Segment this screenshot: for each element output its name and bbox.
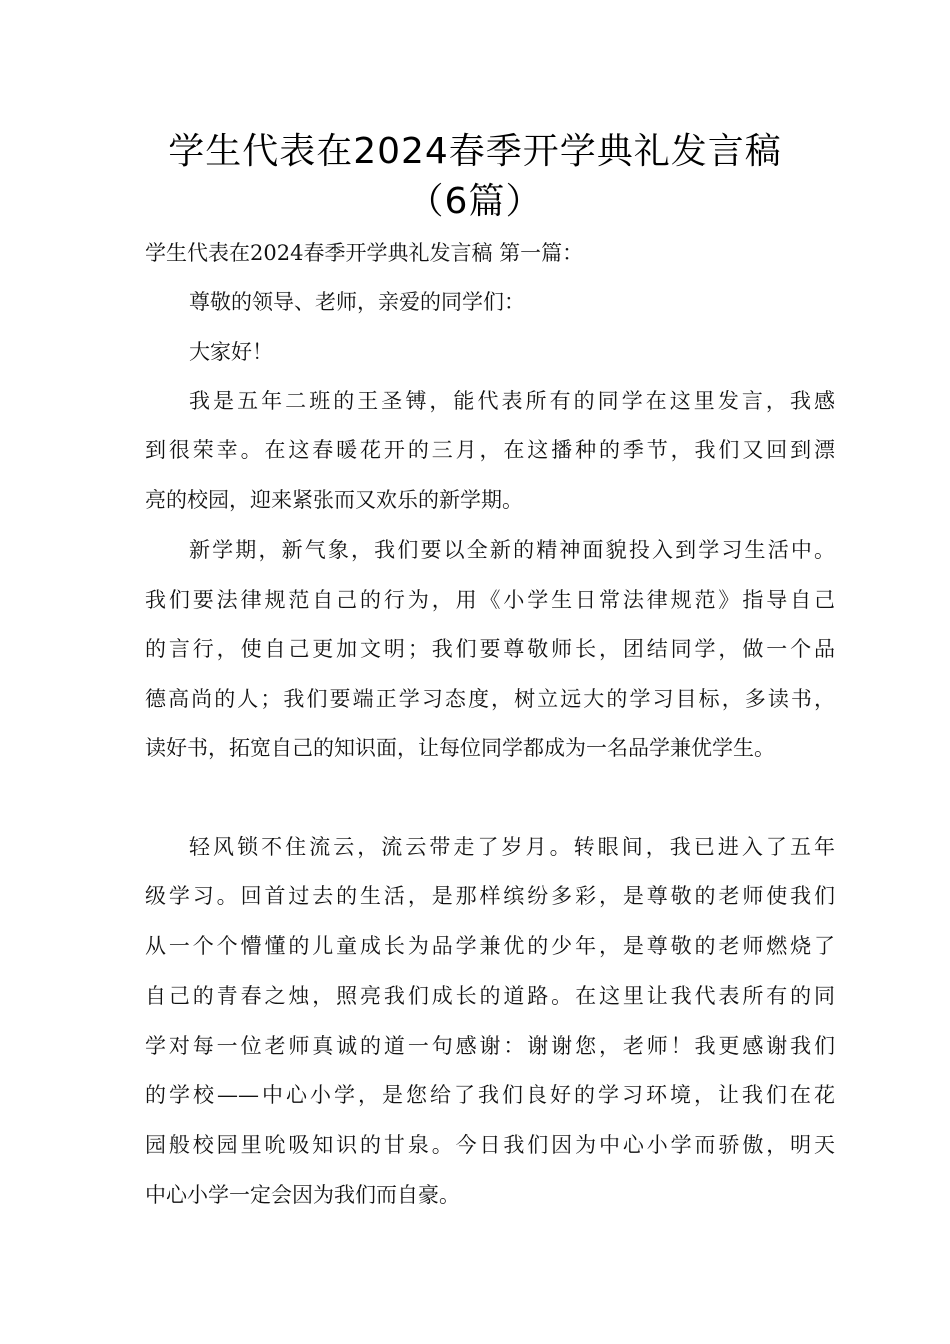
paragraph-line: 德高尚的人；我们要端正学习态度，树立远大的学习目标，多读书， — [145, 687, 835, 711]
paragraph-line: 的言行，使自己更加文明；我们要尊敬师长，团结同学，做一个品 — [145, 637, 835, 661]
paragraph-line: 新学期，新气象，我们要以全新的精神面貌投入到学习生活中。 — [189, 538, 835, 562]
salutation: 尊敬的领导、老师，亲爱的同学们： — [189, 290, 525, 314]
paragraph-line: 从一个个懵懂的儿童成长为品学兼优的少年，是尊敬的老师燃烧了 — [145, 934, 835, 958]
paragraph-line: 到很荣幸。在这春暖花开的三月，在这播种的季节，我们又回到漂 — [145, 438, 835, 462]
paragraph-line: 学对每一位老师真诚的道一句感谢：谢谢您，老师！我更感谢我们 — [145, 1034, 835, 1058]
paragraph-line: 我是五年二班的王圣镈，能代表所有的同学在这里发言，我感 — [189, 389, 835, 413]
section-heading: 学生代表在2024春季开学典礼发言稿 第一篇： — [145, 241, 584, 265]
paragraph-line: 的学校——中心小学，是您给了我们良好的学习环境，让我们在花 — [145, 1083, 835, 1107]
paragraph-line: 园般校园里吮吸知识的甘泉。今日我们因为中心小学而骄傲，明天 — [145, 1133, 835, 1157]
paragraph-line: 轻风锁不住流云，流云带走了岁月。转眼间，我已进入了五年 — [189, 835, 835, 859]
paragraph-line: 自己的青春之烛，照亮我们成长的道路。在这里让我代表所有的同 — [145, 984, 835, 1008]
greeting: 大家好！ — [189, 340, 273, 364]
document-title: 学生代表在2024春季开学典礼发言稿 — [168, 131, 782, 172]
paragraph-line: 中心小学一定会因为我们而自豪。 — [145, 1183, 460, 1207]
paragraph-line: 我们要法律规范自己的行为，用《小学生日常法律规范》指导自己 — [145, 588, 835, 612]
paragraph-line: 读好书，拓宽自己的知识面，让每位同学都成为一名品学兼优学生。 — [145, 736, 775, 760]
paragraph-line: 级学习。回首过去的生活，是那样缤纷多彩，是尊敬的老师使我们 — [145, 884, 835, 908]
document-title-count: （6篇） — [407, 181, 543, 222]
paragraph-line: 亮的校园，迎来紧张而又欢乐的新学期。 — [145, 488, 523, 512]
